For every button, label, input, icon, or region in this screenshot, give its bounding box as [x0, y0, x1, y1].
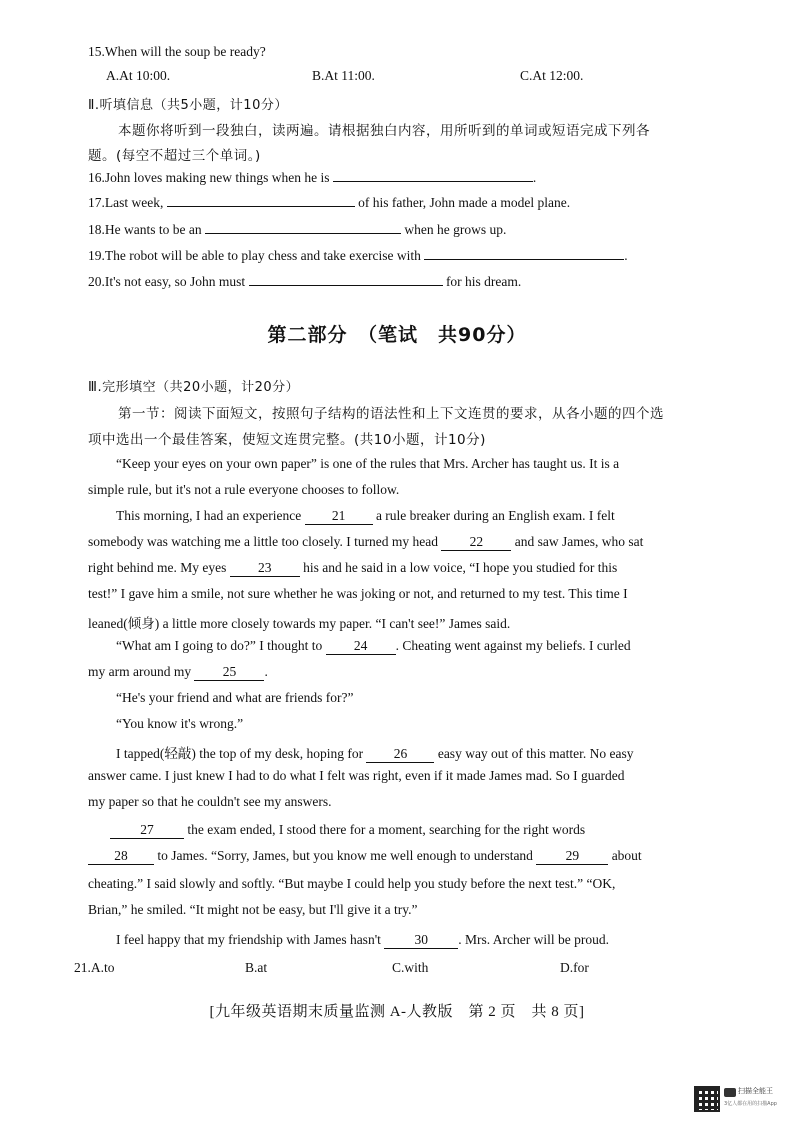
blank-28[interactable]: 28 — [88, 848, 154, 865]
blank-23[interactable]: 23 — [230, 560, 300, 577]
part2-title: 第二部分 （笔试 共90分） — [267, 324, 527, 346]
q20-text: 20.It's not easy, so John must — [88, 274, 246, 289]
q19-blank[interactable] — [424, 259, 624, 260]
blank-26[interactable]: 26 — [366, 746, 434, 763]
passage-text: easy way out of this matter. No easy — [437, 746, 634, 761]
passage-line-12 — [116, 742, 634, 763]
passage-text: . Mrs. Archer will be proud. — [458, 932, 609, 947]
q18 — [88, 222, 506, 238]
q19 — [88, 248, 628, 264]
passage-text: “What am I going to do?” I thought to — [116, 638, 323, 653]
passage-line-2: simple rule, but it's not a rule everyone chooses to follow. — [88, 482, 400, 497]
section2-heading: Ⅱ.听填信息（共5小题，计10分） — [88, 98, 288, 113]
q16 — [88, 170, 536, 186]
passage-line-15 — [110, 822, 585, 839]
scanner-subtitle: 3亿人都在用的扫描App — [724, 1101, 777, 1107]
passage-line-19 — [116, 932, 609, 949]
passage-line-1: “Keep your eyes on your own paper” is one of the rules that Mrs. Archer has taught us. It is a — [116, 456, 620, 471]
section3-instructions-1: 第一节：阅读下面短文，按照句子结构的语法性和上下文连贯的要求，从各小题的四个选 — [118, 406, 664, 422]
passage-text: my arm around my — [88, 664, 192, 679]
q20-end: for his dream. — [445, 274, 522, 289]
passage-text: and saw James, who sat — [514, 534, 644, 549]
q20-blank[interactable] — [249, 285, 443, 286]
passage-text: I feel happy that my friendship with James hasn't — [116, 932, 381, 947]
q18-text: 18.He wants to be an — [88, 222, 202, 237]
passage-line-9 — [88, 664, 268, 681]
passage-text: . Cheating went against my beliefs. I curled — [395, 638, 631, 653]
q16-blank[interactable] — [333, 181, 533, 182]
passage-text: the exam ended, I stood there for a moment, searching for the right words — [187, 822, 586, 837]
blank-30[interactable]: 30 — [384, 932, 458, 949]
q17-end: of his father, John made a model plane. — [358, 195, 571, 210]
q19-end: . — [624, 248, 628, 263]
page-footer: [九年级英语期末质量监测 A-人教版 第 2 页 共 8 页] — [209, 1004, 585, 1020]
section3-heading: Ⅲ.完形填空（共20小题，计20分） — [88, 380, 300, 395]
passage-text: right behind me. My eyes — [88, 560, 227, 575]
section3-instructions-2: 项中选出一个最佳答案，使短文连贯完整。(共10小题，计10分) — [88, 432, 486, 448]
passage-text: a rule breaker during an English exam. I felt — [375, 508, 615, 523]
passage-line-3 — [116, 508, 615, 525]
blank-21[interactable]: 21 — [305, 508, 373, 525]
blank-25[interactable]: 25 — [194, 664, 264, 681]
passage-text: to James. “Sorry, James, but you know me well enough to understand — [157, 848, 533, 863]
passage-line-5 — [88, 560, 617, 577]
passage-line-18: Brian,” he smiled. “It might not be easy, but I'll give it a try.” — [88, 902, 418, 917]
qr-code-icon — [694, 1086, 720, 1112]
q17-blank[interactable] — [167, 206, 355, 207]
passage-text: his and he said in a low voice, “I hope you studied for this — [303, 560, 618, 575]
q20 — [88, 274, 521, 290]
q18-blank[interactable] — [205, 233, 401, 234]
q15-option-c: C.At 12:00. — [520, 68, 584, 83]
q18-end: when he grows up. — [404, 222, 507, 237]
q16-text: 16.John loves making new things when he is — [88, 170, 330, 185]
q15-option-a: A.At 10:00. — [106, 68, 171, 83]
scanner-name: 扫描全能王 — [738, 1087, 773, 1095]
passage-text: I tapped(轻敲) the top of my desk, hoping for — [116, 746, 364, 761]
passage-text: This morning, I had an experience — [116, 508, 302, 523]
blank-24[interactable]: 24 — [326, 638, 396, 655]
q15-question: 15.When will the soup be ready? — [88, 44, 266, 59]
q21-option-c: C.with — [392, 960, 429, 975]
q15-option-b: B.At 11:00. — [312, 68, 375, 83]
passage-line-4 — [88, 534, 643, 551]
blank-29[interactable]: 29 — [536, 848, 608, 865]
q19-text: 19.The robot will be able to play chess and take exercise with — [88, 248, 421, 263]
q21-option-d: D.for — [560, 960, 589, 975]
passage-text: somebody was watching me a little too closely. I turned my head — [88, 534, 439, 549]
passage-line-6: test!” I gave him a smile, not sure whether he was joking or not, and returned to my test. This time I — [88, 586, 628, 601]
passage-line-14: my paper so that he couldn't see my answers. — [88, 794, 332, 809]
blank-27[interactable]: 27 — [110, 822, 184, 839]
passage-line-16 — [88, 848, 642, 865]
passage-line-8 — [116, 638, 631, 655]
q17-text: 17.Last week, — [88, 195, 164, 210]
q16-end: . — [532, 170, 537, 185]
q21-option-a: 21.A.to — [74, 960, 115, 975]
passage-line-11: “You know it's wrong.” — [116, 716, 244, 731]
q21-option-b: B.at — [245, 960, 268, 975]
section2-instructions-2: 题。(每空不超过三个单词。) — [88, 148, 261, 164]
section2-instructions-1: 本题你将听到一段独白，读两遍。请根据独白内容，用所听到的单词或短语完成下列各 — [118, 123, 650, 139]
passage-line-10: “He's your friend and what are friends for?” — [116, 690, 354, 705]
passage-line-7: leaned(倾身) a little more closely towards my paper. “I can't see!” James said. — [88, 616, 511, 631]
passage-text: . — [264, 664, 268, 679]
scanner-logo-icon — [724, 1088, 736, 1097]
q17 — [88, 195, 570, 211]
passage-line-17: cheating.” I said slowly and softly. “But maybe I could help you study before the next test.” “OK, — [88, 876, 616, 891]
passage-line-13: answer came. I just knew I had to do what I felt was right, even if it made James mad. So I guarded — [88, 768, 625, 783]
blank-22[interactable]: 22 — [441, 534, 511, 551]
passage-text: about — [611, 848, 642, 863]
